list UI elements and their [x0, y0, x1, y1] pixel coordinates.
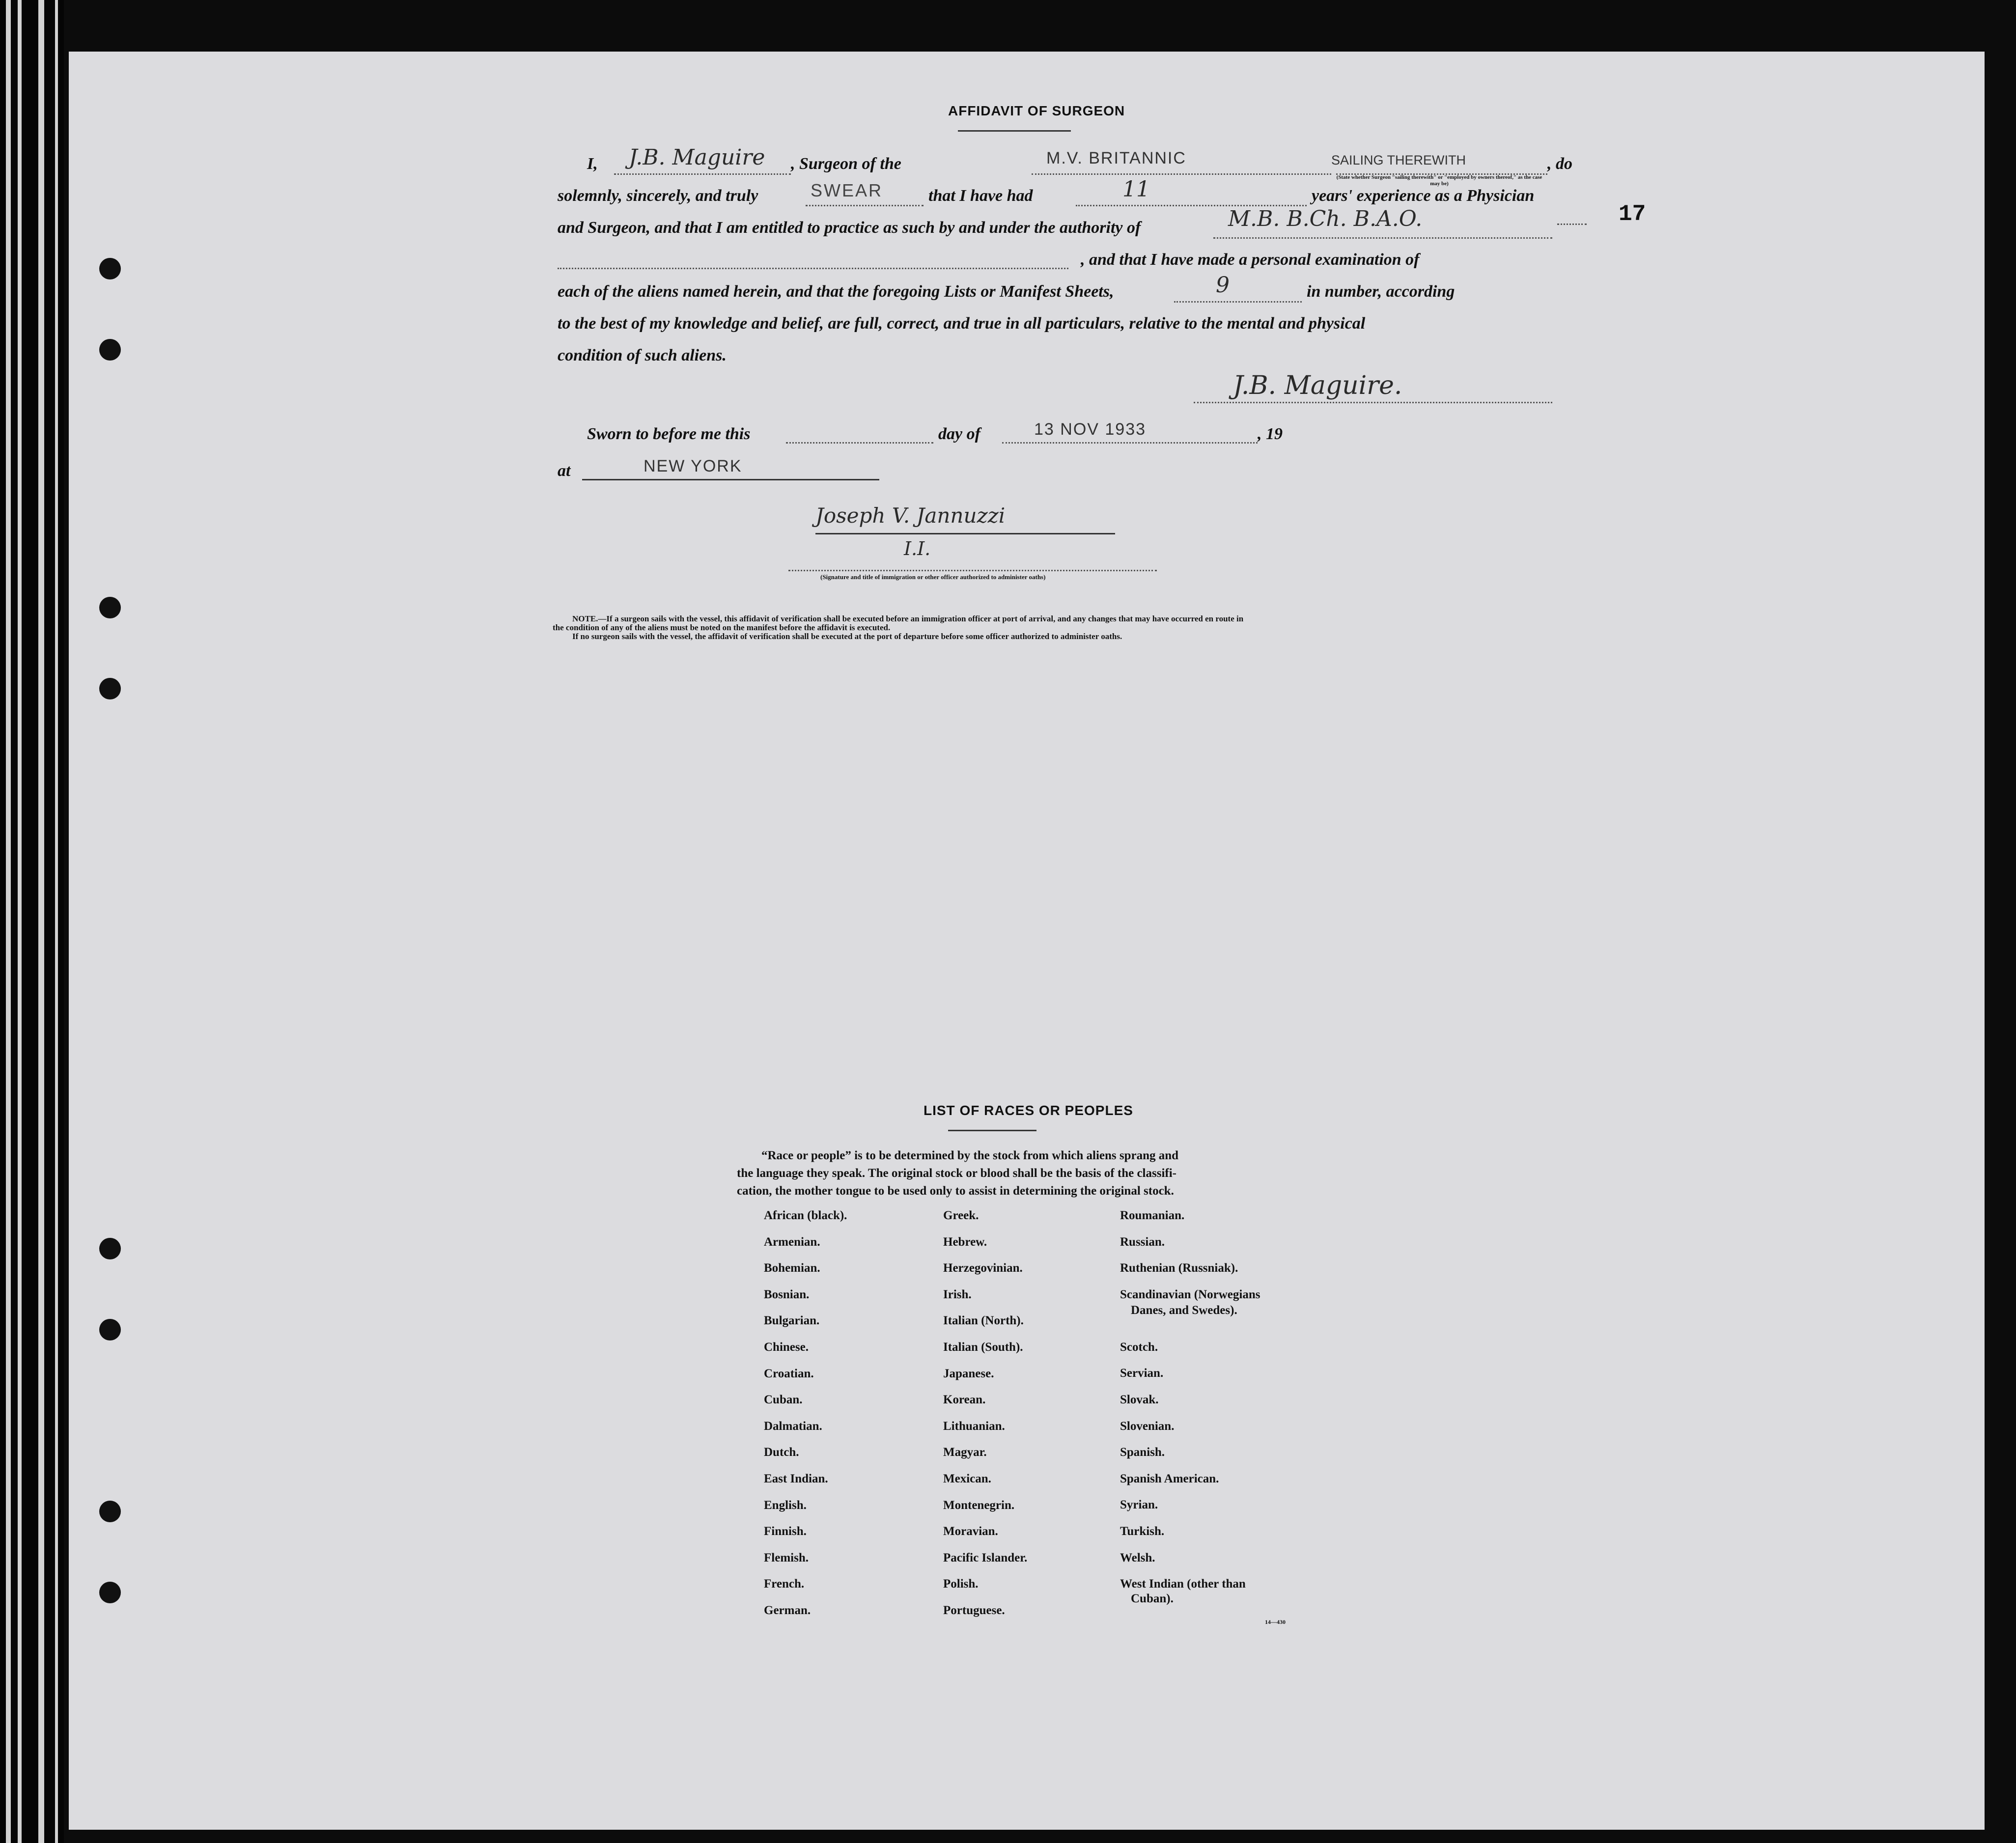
punch-hole — [99, 339, 121, 361]
races-intro-3: cation, the mother tongue to be used only to assist in determining the original stock. — [737, 1184, 1174, 1198]
race-item: Bulgarian. — [764, 1314, 820, 1328]
race-item: Danes, and Swedes). — [1131, 1303, 1237, 1317]
race-item: Irish. — [943, 1287, 972, 1301]
film-strip — [38, 0, 44, 1843]
page-number-leader — [1557, 223, 1587, 225]
officer-signature: Joseph V. Jannuzzi — [815, 503, 1006, 528]
race-item: Chinese. — [764, 1340, 809, 1354]
race-item: Armenian. — [764, 1235, 820, 1249]
race-item: Ruthenian (Russniak). — [1120, 1261, 1238, 1275]
race-item: Slovak. — [1120, 1393, 1159, 1406]
race-item: Syrian. — [1120, 1498, 1158, 1512]
race-item: Spanish American. — [1120, 1472, 1219, 1485]
officer-caption: (Signature and title of immigration or other officer authorized to administer oaths) — [820, 573, 1046, 581]
note-line-2: the condition of any of the aliens must be noted on the manifest before the affidavit is executed. — [553, 623, 891, 632]
surgeon-name-line — [614, 173, 791, 175]
surgeon-name: J.B. Maguire — [629, 145, 765, 170]
race-item: Finnish. — [764, 1525, 807, 1538]
affidavit-line4: , and that I have made a personal examination of — [1081, 251, 1420, 269]
race-item: Italian (South). — [943, 1340, 1023, 1354]
races-intro-1: “Race or people” is to be determined by the stock from which aliens sprang and — [761, 1149, 1179, 1162]
place-line — [582, 479, 879, 480]
race-item: English. — [764, 1498, 807, 1512]
race-item: Polish. — [943, 1577, 979, 1591]
vessel-name: M.V. BRITANNIC — [1046, 149, 1186, 168]
race-item: Scotch. — [1120, 1340, 1158, 1354]
affidavit-title: AFFIDAVIT OF SURGEON — [948, 103, 1125, 118]
form-number: 14—430 — [1265, 1619, 1286, 1625]
race-item: Flemish. — [764, 1551, 809, 1564]
punch-hole — [99, 1319, 121, 1340]
race-item: African (black). — [764, 1209, 847, 1222]
document-page — [69, 52, 1985, 1830]
races-title: LIST OF RACES OR PEOPLES — [924, 1103, 1133, 1118]
sheet-count: 9 — [1216, 273, 1230, 298]
sheet-count-line — [1174, 301, 1302, 303]
race-item: Lithuanian. — [943, 1419, 1005, 1433]
authority-line — [1213, 237, 1552, 239]
film-strip — [18, 0, 22, 1843]
years-experience: 11 — [1122, 177, 1150, 202]
race-item: Roumanian. — [1120, 1209, 1185, 1222]
sworn-day-line — [786, 442, 933, 444]
punch-hole — [99, 1238, 121, 1259]
race-item: Japanese. — [943, 1367, 994, 1380]
races-title-rule — [948, 1130, 1036, 1131]
punch-hole — [99, 258, 121, 279]
race-item: Russian. — [1120, 1235, 1165, 1249]
punch-hole — [99, 597, 121, 618]
affidavit-line1-start: I, — [587, 155, 598, 173]
affidavit-line5: each of the aliens named herein, and that the foregoing Lists or Manifest Sheets, — [558, 282, 1114, 301]
affidavit-line2-start: solemnly, sincerely, and truly — [558, 187, 758, 205]
race-item: Dalmatian. — [764, 1419, 822, 1433]
race-item: Herzegovinian. — [943, 1261, 1023, 1275]
note-line-3: If no surgeon sails with the vessel, the affidavit of verification shall be executed at the port of departure before some officer authorized to administer oaths. — [572, 632, 1122, 641]
sworn-date-line — [1002, 442, 1258, 444]
race-item: Portuguese. — [943, 1603, 1005, 1617]
race-item: Turkish. — [1120, 1524, 1165, 1538]
affidavit-line7: condition of such aliens. — [558, 346, 727, 364]
race-item: Welsh. — [1120, 1551, 1155, 1564]
page-number: 17 — [1619, 201, 1646, 227]
officer-title: I.I. — [904, 538, 931, 559]
sworn-year: , 19 — [1258, 425, 1283, 443]
race-item: Bohemian. — [764, 1261, 820, 1275]
race-item: Dutch. — [764, 1446, 799, 1459]
race-item: East Indian. — [764, 1472, 828, 1485]
race-item: Italian (North). — [943, 1314, 1024, 1328]
at-label: at — [558, 462, 571, 480]
sailing-note: (State whether Surgeon "sailing therewith" or "employed by owners thereof," as the case may be) — [1336, 174, 1542, 187]
sworn-day-of: day of — [938, 425, 980, 443]
races-column-2 — [943, 1208, 1027, 1630]
affidavit-line1-mid: , Surgeon of the — [791, 155, 901, 173]
punch-hole — [99, 1501, 121, 1522]
note-line-1: NOTE.—If a surgeon sails with the vessel, this affidavit of verification shall be executed before an immigration officer at port of arrival, and any changes that may have occurred en route in — [572, 614, 1244, 623]
title-rule — [958, 130, 1071, 132]
race-item: Hebrew. — [943, 1235, 987, 1249]
punch-hole — [99, 1582, 121, 1603]
race-item: West Indian (other than — [1120, 1577, 1246, 1591]
race-item: Montenegrin. — [943, 1498, 1015, 1512]
affidavit-line6: to the best of my knowledge and belief, are full, correct, and true in all particulars, relative to the mental and physical — [558, 314, 1366, 333]
race-item: Bosnian. — [764, 1287, 810, 1301]
signature-line — [1194, 402, 1552, 403]
race-item: Servian. — [1120, 1367, 1164, 1380]
sworn-start: Sworn to before me this — [587, 425, 751, 443]
race-item: German. — [764, 1603, 811, 1617]
oath-word: SWEAR — [811, 180, 883, 200]
vessel-line — [1032, 173, 1331, 175]
affidavit-line3: and Surgeon, and that I am entitled to practice as such by and under the authority of — [558, 219, 1141, 237]
race-item: Spanish. — [1120, 1446, 1165, 1459]
authority-line-2 — [558, 268, 1068, 269]
race-item: Mexican. — [943, 1472, 991, 1485]
race-item: Cuban. — [764, 1393, 803, 1407]
officer-title-line — [788, 570, 1157, 571]
race-item: Slovenian. — [1120, 1419, 1175, 1433]
race-item: Magyar. — [943, 1446, 987, 1459]
race-item: Scandinavian (Norwegians — [1120, 1287, 1260, 1301]
sailing-status: SAILING THEREWITH — [1331, 153, 1466, 168]
race-item: Greek. — [943, 1209, 979, 1222]
film-strip — [55, 0, 58, 1843]
authority: M.B. B.Ch. B.A.O. — [1228, 206, 1423, 231]
races-column-1 — [764, 1208, 847, 1630]
affidavit-line1-end: , do — [1547, 155, 1572, 173]
punch-hole — [99, 678, 121, 699]
affidavit-line2-end: years' experience as a Physician — [1312, 187, 1535, 205]
race-item: Korean. — [943, 1393, 986, 1407]
affidavit-line5-end: in number, according — [1307, 282, 1455, 301]
officer-signature-line — [815, 533, 1115, 534]
race-item: Cuban). — [1131, 1592, 1174, 1606]
oath-line — [806, 205, 924, 206]
race-item: Pacific Islander. — [943, 1551, 1028, 1564]
race-item: French. — [764, 1577, 805, 1591]
race-item: Moravian. — [943, 1525, 998, 1538]
affidavit-line2-mid: that I have had — [928, 187, 1033, 205]
races-intro-2: the language they speak. The original stock or blood shall be the basis of the classifi- — [737, 1167, 1176, 1180]
sworn-date: 13 NOV 1933 — [1034, 420, 1147, 439]
film-strip — [6, 0, 11, 1843]
surgeon-signature: J.B. Maguire. — [1233, 371, 1402, 400]
race-item: Croatian. — [764, 1367, 814, 1380]
races-column-3 — [1120, 1208, 1260, 1606]
place: NEW YORK — [644, 457, 742, 475]
